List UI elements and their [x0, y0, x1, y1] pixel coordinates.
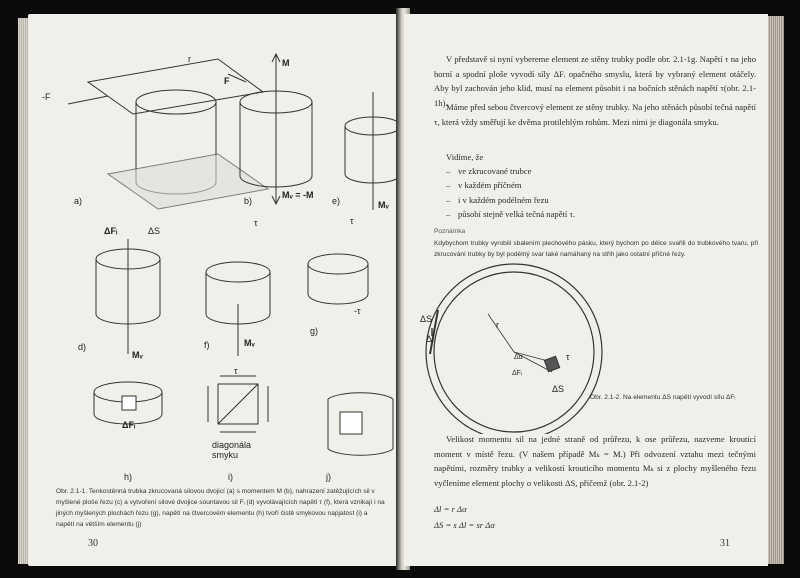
list-item: – i v každém podélném řezu — [446, 193, 575, 207]
moment-label-mv-f: Mᵥ — [244, 338, 255, 348]
area-label-ds-d: ΔS — [148, 226, 161, 236]
label-ds-2: ΔS — [552, 384, 565, 394]
label-dfi: ΔFᵢ — [512, 370, 523, 377]
page-number-left: 30 — [88, 538, 98, 549]
label-dl: Δl — [426, 334, 435, 344]
label-alpha: Δα — [514, 354, 523, 361]
stress-label-tau-g: τ — [350, 216, 354, 226]
right-page — [404, 14, 768, 566]
paragraph-3-text: Velikost momentu sil na jedné straně od průřezu, k ose průřezu, nazveme krouticí moment v místě řezu. (V našem případě Mₖ = M.) Při odvození vztahu mezi tečnými napětími, rozměry trubky a velikostí krouticího momentu Mₖ si z plochy myšleného řezu vyčleníme element plochy o velikosti ΔS, přičemž (obr. 2.1-2) — [434, 434, 756, 488]
figure-2-1-1 — [28, 14, 400, 484]
label-h: h) — [124, 472, 133, 482]
left-page — [28, 14, 400, 566]
label-ds: ΔS — [420, 314, 433, 324]
moment-label-mv-eq: Mᵥ = -M — [282, 190, 314, 200]
label-b: b) — [244, 196, 253, 206]
force-label-dfi-h: ΔFᵢ — [122, 420, 136, 430]
stress-label-tau-i: τ — [234, 366, 238, 376]
note-heading: Poznámka — [434, 228, 466, 235]
radius-label-r: r — [188, 54, 191, 64]
list-intro: Vidíme, že — [446, 152, 484, 162]
force-label-minus-f: -F — [42, 92, 51, 102]
label-a: a) — [74, 196, 83, 206]
stress-label-tau-f: τ — [254, 218, 258, 228]
moment-label-mv-e: Mᵥ — [378, 200, 389, 210]
page-stack-right — [766, 16, 784, 564]
label-g: g) — [310, 326, 319, 336]
label-diagonal: diagonála smyku — [212, 440, 252, 460]
label-tau: τ — [566, 352, 570, 362]
paragraph-3 — [434, 432, 756, 490]
list-item: – působí stejně velká tečná napětí τ. — [446, 207, 575, 221]
figure-caption-2-1-2: Obr. 2.1-2. Na elementu ΔS napětí vyvodí sílu ΔFᵢ — [590, 394, 736, 401]
label-e: e) — [332, 196, 341, 206]
figure-caption-2-1-1: Obr. 2.1-1. Tenkostěnná trubka zkrucovaná silovou dvojicí (a) s momentem M (b), nahrazení zatěžujících sil v myšlené ploše řezu (c) a vytvoření silové dvojice sountavou sil Fᵢ (d) vyvolávajících napětí τ (f), která vznikají i na jiných myšlených plochách řezu (g), napětí na čtvercovém elementu (h) tvoří čistě smykovou napjatost (i) a napětí na větším elementu (j) — [56, 488, 385, 528]
equation-2: ΔS = s Δl = sr Δα — [434, 520, 495, 530]
moment-label-m: M — [282, 58, 290, 68]
page-number-right: 31 — [720, 538, 730, 549]
paragraph-2-text: Máme před sebou čtvercový element ze stěny trubky. Na jeho stěnách působí tečná napětí τ, která vždy směřují ke dvěma protilehlým rohům. Mezi nimi je diagonála smyku. — [434, 102, 756, 127]
figure-2-1-2 — [404, 14, 768, 434]
label-j: j) — [326, 472, 331, 482]
force-label-dfi-d: ΔFᵢ — [104, 226, 118, 236]
stress-label-minus-tau-g: -τ — [354, 306, 361, 316]
label-f: f) — [204, 340, 210, 350]
label-r: r — [496, 320, 499, 330]
list-item: – v každém příčném — [446, 178, 575, 192]
note-text: Kdybychom trubky vyrobili sbalením plechového pásku, který bychom po délce svařili do trubkového tvaru, při zkrucování trubky by byl podélný svar také namáhaný na střih jako ostatní příčné řezy. — [434, 240, 758, 258]
paragraph-1-text: V představě si nyní vybereme element ze stěny trubky podle obr. 2.1-1g. Napětí τ na jeho horní a spodní ploše vyvodí síly ΔFᵢ opačného smyslu, která by vybraný element otáčely. Aby byl zachován jeho klid, musí na element působit i na bočních stěnách napětí τ(obr. 2.1-1h). — [434, 54, 756, 108]
force-label-f: F — [224, 76, 230, 86]
label-i: i) — [228, 472, 233, 482]
moment-label-mv-d: Mᵥ — [132, 350, 143, 360]
list-item: – ve zkrucované trubce — [446, 164, 575, 178]
label-d: d) — [78, 342, 87, 352]
equation-1: Δl = r Δα — [434, 504, 467, 514]
